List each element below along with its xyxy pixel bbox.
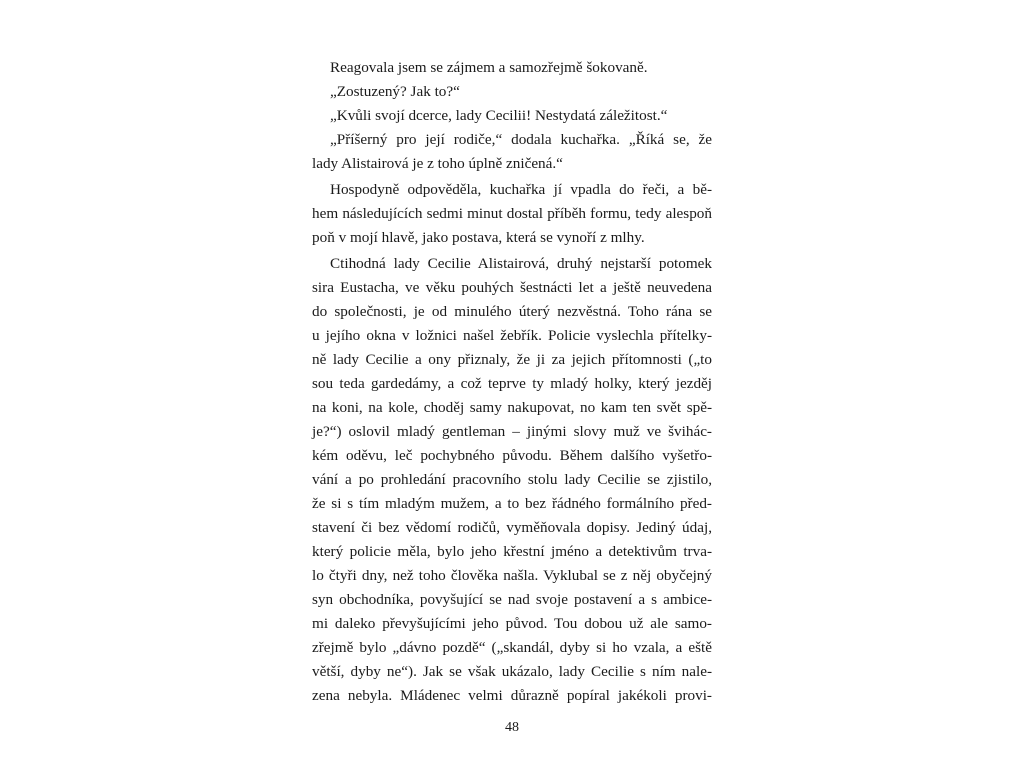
text-line: že si s tím mladým mužem, a to bez řádného formálního před- bbox=[312, 495, 712, 512]
text-line: je?“) oslovil mladý gentleman – jinými slovy muž ve švihác- bbox=[312, 423, 712, 440]
text-line: lady Alistairová je z toho úplně zničená.“ bbox=[312, 155, 563, 172]
text-line: zřejmě bylo „dávno pozdě“ („skandál, dyby si ho vzala, a eště bbox=[312, 639, 712, 656]
text-line: mi daleko převyšujícími jeho původ. Tou dobou už ale samo- bbox=[312, 615, 712, 632]
text-line: Reagovala jsem se zájmem a samozřejmě šokovaně. bbox=[330, 59, 648, 76]
text-line: do společnosti, je od minulého úterý nezvěstná. Toho rána se bbox=[312, 303, 712, 320]
text-line: který policie měla, bylo jeho křestní jméno a detektivům trva- bbox=[312, 543, 712, 560]
text-line: sira Eustacha, ve věku pouhých šestnácti let a ještě neuvedena bbox=[312, 279, 712, 296]
text-line: syn obchodníka, povyšující se nad svoje postavení a s ambice- bbox=[312, 591, 712, 608]
text-line: vání a po prohledání pracovního stolu lady Cecilie se zjistilo, bbox=[312, 471, 712, 488]
book-page bbox=[312, 56, 712, 756]
text-line: ně lady Cecilie a ony přiznaly, že ji za jejich přítomnosti („to bbox=[312, 351, 712, 368]
text-line: Hospodyně odpověděla, kuchařka jí vpadla do řeči, a bě- bbox=[330, 181, 712, 198]
text-line: poň v mojí hlavě, jako postava, která se vynoří z mlhy. bbox=[312, 229, 645, 246]
text-line: u jejího okna v ložnici našel žebřík. Policie vyslechla přítelky- bbox=[312, 327, 712, 344]
text-line: zena nebyla. Mládenec velmi důrazně popíral jakékoli provi- bbox=[312, 687, 712, 704]
text-line: „Kvůli svojí dcerce, lady Cecilii! Nestydatá záležitost.“ bbox=[330, 107, 668, 124]
text-line: lo čtyři dny, než toho člověka našla. Vyklubal se z něj obyčejný bbox=[312, 567, 712, 584]
text-line: větší, dyby ne“). Jak se však ukázalo, lady Cecilie s ním nale- bbox=[312, 663, 712, 680]
text-line: stavení či bez vědomí rodičů, vyměňovala dopisy. Jediný údaj, bbox=[312, 519, 712, 536]
text-line: kém oděvu, leč pochybného původu. Během dalšího vyšetřo- bbox=[312, 447, 712, 464]
text-line: na koni, na kole, choděj samy nakupovat, no kam ten svět spě- bbox=[312, 399, 712, 416]
text-line: sou teda gardedámy, a což teprve ty mladý holky, který jezděj bbox=[312, 375, 712, 392]
text-line: „Zostuzený? Jak to?“ bbox=[330, 83, 460, 100]
text-line: „Příšerný pro její rodiče,“ dodala kuchařka. „Říká se, že bbox=[330, 131, 712, 148]
text-line: hem následujících sedmi minut dostal příběh formu, tedy alespoň bbox=[312, 205, 712, 222]
page-number: 48 bbox=[505, 720, 519, 735]
text-line: Ctihodná lady Cecilie Alistairová, druhý nejstarší potomek bbox=[330, 255, 712, 272]
